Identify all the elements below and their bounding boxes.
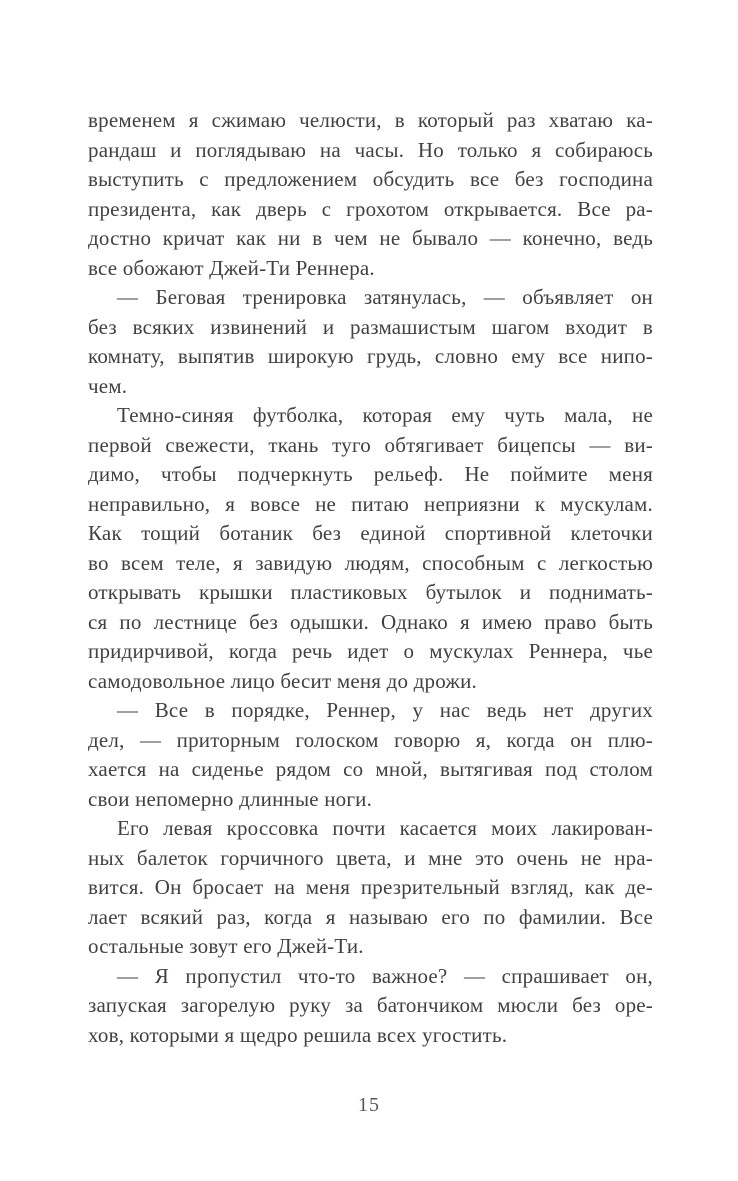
text-line: достно кричат как ни в чем не бывало — конечно, ведь [88,226,653,250]
text-line: первой свежести, ткань туго обтягивает бицепсы — ви- [88,432,653,457]
text-line: димо, чтобы подчеркнуть рельеф. Не поймите меня [88,462,653,486]
text-line: все обожают Джей-Ти Реннера. [88,255,375,280]
page-text [88,106,653,1050]
text-line: лает всякий раз, когда я называю его по фамилии. Все [88,904,653,929]
text-line: временем я сжимаю челюсти, в который раз хватаю ка- [88,108,653,132]
text-line: дел, — приторным голоском говорю я, когда он плю- [88,727,653,752]
text-line: выступить с предложением обсудить все без господина [88,167,653,191]
text-line: самодовольное лицо бесит меня до дрожи. [88,668,477,693]
text-line: комнату, выпятив широкую грудь, словно ему все нипо- [88,344,653,368]
text-line: — Я пропустил что-то важное? — спрашивает он, [117,963,653,988]
page-number: 15 [358,1094,380,1116]
text-line: запуская загорелую руку за батончиком мюсли без оре- [88,993,653,1017]
text-line: вится. Он бросает на меня презрительный взгляд, как де- [88,875,653,899]
text-line: — Беговая тренировка затянулась, — объявляет он [117,285,653,309]
paragraph [88,283,653,401]
text-line: Его левая кроссовка почти касается моих лакирован- [117,816,653,840]
text-line: свои непомерно длинные ноги. [88,786,373,811]
text-line: Темно-синяя футболка, которая ему чуть мала, не [117,403,653,427]
paragraph [88,401,653,696]
text-line: чем. [88,373,128,398]
text-line: хается на сиденье рядом со мной, вытягивая под столом [88,757,653,781]
paragraph [88,962,653,1051]
paragraph [88,106,653,283]
paragraph [88,696,653,814]
text-line: придирчивой, когда речь идет о мускулах Реннера, чье [88,639,653,663]
paragraph [88,814,653,962]
text-line: во всем теле, я завидую людям, способным с легкостью [88,550,653,575]
text-line: ся по лестнице без одышки. Однако я имею право быть [88,609,653,634]
text-line: Как тощий ботаник без единой спортивной клеточки [88,521,653,545]
text-line: открывать крышки пластиковых бутылок и поднимать- [88,580,653,604]
text-line: президента, как дверь с грохотом открывается. Все ра- [88,196,653,221]
text-line: рандаш и поглядываю на часы. Но только я собираюсь [88,137,653,162]
text-line: без всяких извинений и размашистым шагом входит в [88,314,653,339]
text-line: хов, которыми я щедро решила всех угостить. [88,1022,508,1047]
text-line: ных балеток горчичного цвета, и мне это очень не нра- [88,845,653,870]
text-line: неправильно, я вовсе не питаю неприязни к мускулам. [88,491,653,516]
text-line: — Все в порядке, Реннер, у нас ведь нет других [117,698,653,722]
text-line: остальные зовут его Джей-Ти. [88,934,364,958]
